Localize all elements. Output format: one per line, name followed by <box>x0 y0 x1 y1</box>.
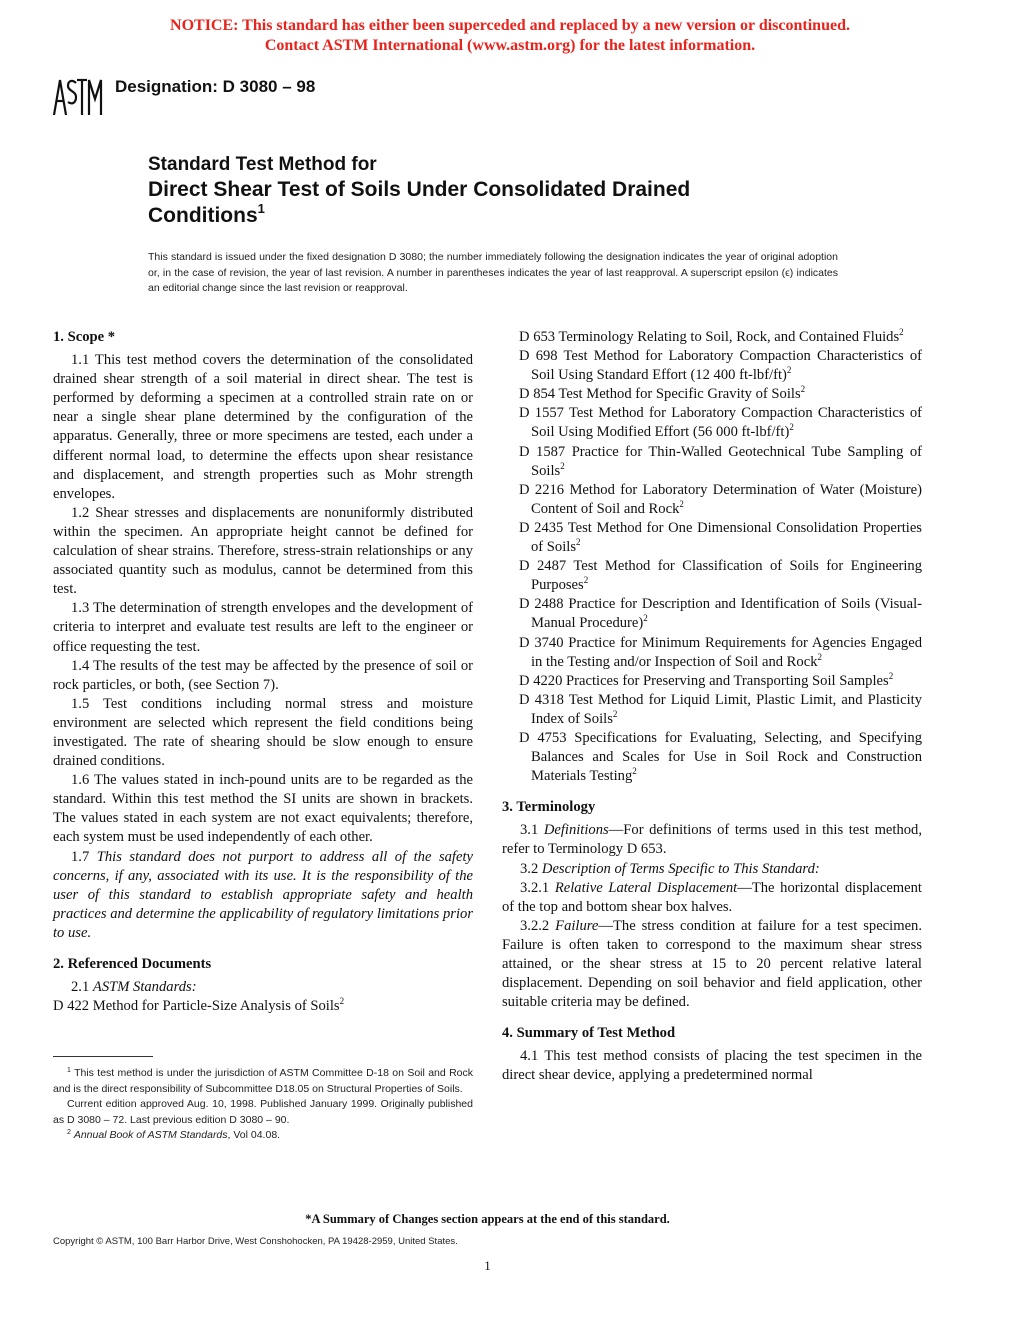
paragraph-1-6: 1.6 The values stated in inch-pound units are to be regarded as the standard. Within this test method the SI units are shown in brackets. The values stated in each system are not exact equivalents; therefore, each system must be used independently of each other. <box>53 772 473 846</box>
reference-item <box>519 347 922 385</box>
reference-item <box>519 691 922 729</box>
notice-line-2: Contact ASTM International (www.astm.org) for the latest information. <box>264 37 756 54</box>
footnote-divider <box>53 1056 153 1057</box>
footnote-text: This test method is under the jurisdiction of ASTM Committee D-18 on Soil and Rock and is the direct responsibility of Subcommittee D18.05 on Structural Properties of Soils. <box>53 1067 473 1095</box>
reference-text: D 2487 Test Method for Classification of Soils for Engineering Purposes <box>519 558 922 594</box>
paragraph-number: 3.2.2 <box>520 917 550 934</box>
term: Failure <box>555 917 599 934</box>
reference-text: D 2488 Practice for Description and Identification of Soils (Visual-Manual Procedure) <box>519 596 922 632</box>
definition-text: —For definitions of terms used in this test method, refer to Terminology D 653. <box>502 822 922 858</box>
definition-text: —The stress condition at failure for a test specimen. Failure is often taken to correspond to the maximum shear stress attained, or the shear stress at 15 to 20 percent relative lateral displacement. Depending on soil behavior and field application, other suitable criteria may be defined. <box>502 917 922 1011</box>
footnote-marker: 2 <box>67 1129 71 1136</box>
notice-line-1: NOTICE: This standard has either been superceded and replaced by a new version or discontinued. <box>170 17 850 34</box>
right-column <box>502 328 922 1086</box>
reference-text: D 3740 Practice for Minimum Requirements for Agencies Engaged in the Testing and/or Inspection of Soil and Rock <box>519 634 922 670</box>
paragraph-2-1-text: ASTM Standards: <box>92 979 197 996</box>
reference-list <box>502 328 922 786</box>
section-heading-summary-of-test-method: 4. Summary of Test Method <box>502 1025 676 1042</box>
reference-item <box>519 672 922 691</box>
footnote-approval: Current edition approved Aug. 10, 1998. Published January 1999. Originally published as D 3080 – 72. Last previous edition D 3080 – 90. <box>53 1098 473 1126</box>
reference-sup: 2 <box>786 365 792 376</box>
reference-sup: 2 <box>789 422 794 433</box>
paragraph-3-2-1 <box>502 879 922 917</box>
reference-item <box>519 557 922 595</box>
reference-sup: 2 <box>560 460 565 471</box>
reference-item <box>519 443 922 481</box>
footnote-1 <box>53 1066 473 1097</box>
astm-logo-icon <box>51 77 103 122</box>
reference-item <box>519 519 922 557</box>
term: Relative Lateral Displacement <box>554 879 738 896</box>
reference-d422-text: D 422 Method for Particle-Size Analysis of Soils <box>53 998 340 1015</box>
reference-item <box>519 385 922 404</box>
section-heading-scope: 1. Scope * <box>53 329 116 345</box>
paragraph-number: 3.2.1 <box>520 879 550 896</box>
reference-text: D 1557 Test Method for Laboratory Compaction Characteristics of Soil Using Modified Effort (56 000 ft-lbf/ft) <box>519 405 922 441</box>
reference-item <box>519 595 922 633</box>
left-column <box>53 328 473 1016</box>
reference-sup: 2 <box>800 384 806 395</box>
footnote-book-title: Annual Book of ASTM Standards <box>73 1129 228 1141</box>
paragraph-3-2-2 <box>502 917 922 1012</box>
reference-sup: 2 <box>817 651 822 662</box>
paragraph-2-1-number: 2.1 <box>71 979 90 996</box>
footnote-marker: 1 <box>67 1067 71 1074</box>
reference-sup: 2 <box>643 613 648 624</box>
reference-text: D 4318 Test Method for Liquid Limit, Plastic Limit, and Plasticity Index of Soils <box>519 691 922 727</box>
paragraph-1-1: 1.1 This test method covers the determination of the consolidated drained shear strength of a soil material in direct shear. The test is performed by deforming a specimen at a controlled strain rate on or near a single shear plane determined by the configuration of the apparatus. Generally, three or more specimens are tested, each under a different normal load, to determine the effects upon shear resistance and displacement, and strength properties such as Mohr strength envelopes. <box>53 352 473 502</box>
reference-text: D 2216 Method for Laboratory Determination of Water (Moisture) Content of Soil and Rock <box>519 481 922 517</box>
reference-text: D 2435 Test Method for One Dimensional Consolidation Properties of Soils <box>519 519 922 556</box>
reference-text: D 698 Test Method for Laboratory Compaction Characteristics of Soil Using Standard Effort (12 400 ft-lbf/ft) <box>519 348 922 384</box>
definition-text: —The horizontal displacement of the top and bottom shear box halves. <box>502 879 922 915</box>
paragraph-1-5: 1.5 Test conditions including normal stress and moisture environment are selected which represent the field conditions being investigated. The rate of shearing should be slow enough to ensure drained conditions. <box>53 695 473 770</box>
paragraph-1-7-text: This standard does not purport to address all of the safety concerns, if any, associated with its use. It is the responsibility of the user of this standard to establish appropriate safety and health practices and determine the applicability of regulatory limitations prior to use. <box>53 848 473 941</box>
reference-d422 <box>53 997 473 1016</box>
reference-item <box>519 481 922 519</box>
page-number: 1 <box>484 1258 491 1273</box>
title-line-2: Direct Shear Test of Soils Under Consolidated Drained <box>148 178 691 201</box>
paragraph-1-7-number: 1.7 <box>71 848 90 865</box>
reference-item <box>519 404 922 442</box>
paragraph-3-2 <box>502 860 922 879</box>
reference-sup: 2 <box>899 327 904 337</box>
paragraph-2-1 <box>53 978 473 997</box>
reference-sup: 2 <box>632 766 637 777</box>
section-heading-terminology: 3. Terminology <box>502 799 596 816</box>
paragraph-number: 3.1 <box>520 822 539 839</box>
document-title <box>148 177 848 229</box>
reference-sup: 2 <box>583 575 589 586</box>
paragraph-1-2: 1.2 Shear stresses and displacements are nonuniformly distributed within the specimen. An appropriate height cannot be defined for calculation of shear strains. Therefore, stress-strain relationships or any associated quantity such as modulus, cannot be determined from this test. <box>53 504 473 598</box>
reference-sup: 2 <box>888 670 894 681</box>
title-footnote-ref: 1 <box>257 201 265 216</box>
designation: Designation: D 3080 – 98 <box>115 77 316 96</box>
paragraph-number: 3.2 <box>520 860 539 877</box>
reference-text: D 4753 Specifications for Evaluating, Selecting, and Specifying Balances and Scales for Use in Soil Rock and Construction Materials Testing <box>519 729 922 785</box>
term: Definitions <box>543 822 609 839</box>
reference-text: D 4220 Practices for Preserving and Transporting Soil Samples <box>519 672 889 689</box>
reference-text: D 1587 Practice for Thin-Walled Geotechnical Tube Sampling of Soils <box>519 443 922 479</box>
footnote-2 <box>53 1128 473 1144</box>
reference-text: D 653 Terminology Relating to Soil, Rock, and Contained Fluids <box>519 329 900 345</box>
summary-of-changes-note: *A Summary of Changes section appears at the end of this standard. <box>305 1212 670 1226</box>
reference-sup: 2 <box>679 498 684 509</box>
reference-text: D 854 Test Method for Specific Gravity of Soils <box>519 386 801 403</box>
paragraph-1-7 <box>53 848 473 943</box>
reference-item <box>519 328 922 347</box>
title-line-1: Standard Test Method for <box>148 154 377 175</box>
reference-sup: 2 <box>612 708 618 719</box>
reference-item <box>519 634 922 672</box>
reference-d422-sup: 2 <box>339 996 345 1007</box>
issued-note: This standard is issued under the fixed designation D 3080; the number immediately following the designation indicates the year of original adoption or, in the case of revision, the year of last revision. A number in parentheses indicates the year of last reapproval. A superscript epsilon (ϵ) indicates an editorial change since the last revision or reapproval. <box>148 251 838 294</box>
footnote-text: , Vol 04.08. <box>227 1129 281 1141</box>
paragraph-1-4: 1.4 The results of the test may be affected by the presence of soil or rock particles, or both, (see Section 7). <box>53 657 473 693</box>
reference-item <box>519 729 922 786</box>
copyright: Copyright © ASTM, 100 Barr Harbor Drive, West Conshohocken, PA 19428-2959, United States. <box>53 1236 458 1247</box>
section-heading-referenced-documents: 2. Referenced Documents <box>53 956 212 972</box>
reference-sup: 2 <box>576 537 581 548</box>
footnotes <box>53 1066 473 1144</box>
title-line-3: Conditions <box>148 204 258 227</box>
paragraph-3-1 <box>502 821 922 859</box>
paragraph-4-1: 4.1 This test method consists of placing the test specimen in the direct shear device, applying a predetermined normal <box>502 1048 922 1084</box>
term: Description of Terms Specific to This Standard: <box>541 860 820 877</box>
paragraph-1-3: 1.3 The determination of strength envelopes and the development of criteria to interpret and evaluate test results are left to the engineer or office requesting the test. <box>53 600 473 655</box>
